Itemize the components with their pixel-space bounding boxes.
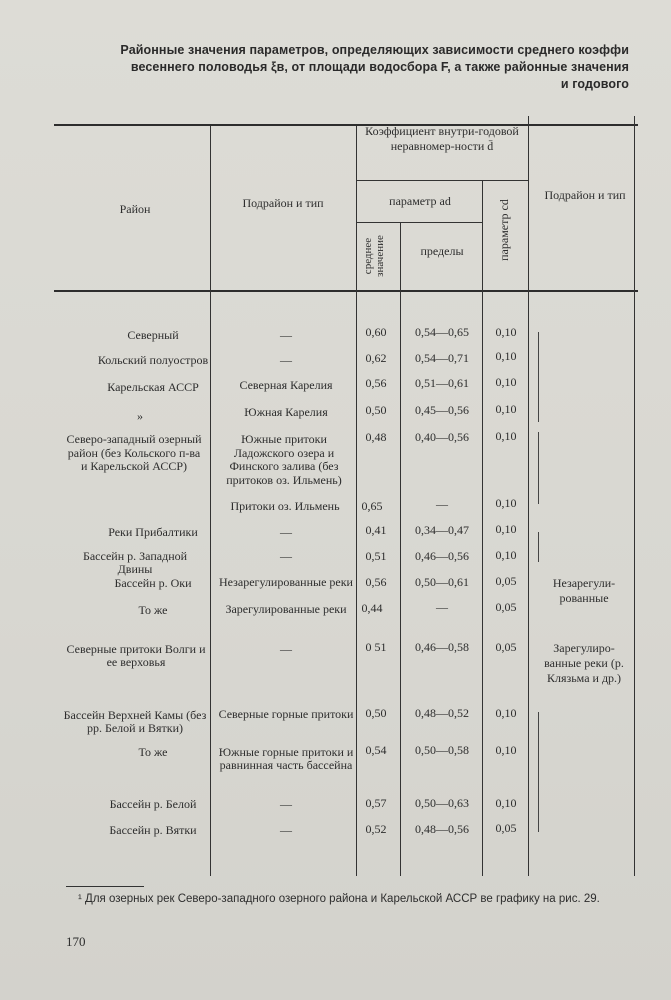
header-subrule-1 <box>356 180 528 181</box>
cell-mean-8: 0,51 <box>365 549 387 563</box>
cell-subregion-10: Зарегулированные реки <box>225 602 347 616</box>
cell-cd-13: 0,10 <box>495 743 517 757</box>
header-coefficient-group: Коэффициент внутри-годовой неравномер-ности d̄ <box>365 124 519 153</box>
cell-mean-9: 0,56 <box>365 575 387 589</box>
cell-region-10: То же <box>138 603 168 617</box>
cell-region-9: Бассейн р. Оки <box>114 576 192 590</box>
cell-mean-4: 0,50 <box>365 403 387 417</box>
footnote-rule <box>66 886 144 887</box>
cell-cd-14: 0,10 <box>495 796 517 810</box>
cell-limits-12: 0,48—0,52 <box>415 706 469 720</box>
header-param-ad: параметр ad <box>389 194 451 208</box>
header-region: Район <box>119 202 151 216</box>
header-subregion: Подрайон и тип <box>242 196 324 210</box>
cell-limits-11: 0,46—0,58 <box>415 640 469 654</box>
cell-limits-2: 0,54—0,71 <box>415 351 469 365</box>
cell-subregion-2: — <box>280 353 292 367</box>
header-right-subregion: Подрайон и тип <box>544 188 626 202</box>
cell-subregion-13: Южные горные притоки и равнинная часть бассейна <box>218 745 354 772</box>
group-brace-3 <box>538 532 543 562</box>
cell-mean-3: 0,56 <box>365 376 387 390</box>
cell-limits-3: 0,51—0,61 <box>415 376 469 390</box>
col-divider-6 <box>634 116 635 876</box>
cell-subregion-7: — <box>280 525 292 539</box>
cell-cd-4: 0,10 <box>495 402 517 416</box>
cell-region-15: Бассейн р. Вятки <box>109 823 197 837</box>
cell-subregion-15: — <box>280 823 292 837</box>
group-brace-2 <box>538 432 543 504</box>
caption-line-1: Районные значения параметров, определяющих зависимости среднего коэффи <box>120 43 629 57</box>
cell-mean-11: 0 51 <box>365 640 387 654</box>
cell-subregion-6: Притоки оз. Ильмень <box>230 499 340 513</box>
header-mean-label: среднее значение <box>362 235 386 277</box>
cell-region-3: Карельская АССР <box>107 380 199 394</box>
col-divider-4 <box>482 180 483 876</box>
cell-limits-9: 0,50—0,61 <box>415 575 469 589</box>
cell-cd-15: 0,05 <box>495 821 517 835</box>
cell-cd-5: 0,10 <box>495 429 517 443</box>
cell-limits-10: — <box>436 600 448 614</box>
table-header-bottom-rule <box>54 290 638 292</box>
cell-cd-3: 0,10 <box>495 375 517 389</box>
footnote: ¹ Для озерных рек Северо-западного озерного района и Карельской АССР ве графику на рис. 29. <box>78 893 600 905</box>
cell-region-12: Бассейн Верхней Камы (без рр. Белой и Вятки) <box>63 708 207 735</box>
cell-subregion-1: — <box>280 328 292 342</box>
cell-subregion-5: Южные притоки Ладожского озера и Финского залива (без притоков оз. Ильмень) <box>226 432 342 487</box>
cell-cd-11: 0,05 <box>495 640 517 654</box>
cell-subregion-4: Южная Карелия <box>244 405 328 419</box>
cell-mean-6: 0,65 <box>361 499 383 513</box>
page-number: 170 <box>66 934 86 949</box>
cell-region-4: » <box>137 409 143 423</box>
cell-cd-8: 0,10 <box>495 548 517 562</box>
header-mean <box>362 226 386 284</box>
cell-limits-13: 0,50—0,58 <box>415 743 469 757</box>
right-entry-2: Зарегулиро-ванные реки (р. Клязьма и др.) <box>544 641 624 685</box>
cell-region-7: Реки Прибалтики <box>108 525 198 539</box>
cell-region-1: Северный <box>127 328 179 342</box>
caption-line-2: весеннего половодья ξв, от площади водосбора F, а также районные значения <box>130 60 629 74</box>
cell-mean-10: 0,44 <box>361 601 383 615</box>
header-subrule-2 <box>356 222 482 223</box>
group-brace-4 <box>538 712 543 832</box>
caption-line-3: и годового <box>560 77 629 91</box>
cell-limits-15: 0,48—0,56 <box>415 822 469 836</box>
cell-mean-12: 0,50 <box>365 706 387 720</box>
cell-cd-10: 0,05 <box>495 600 517 614</box>
cell-subregion-11: — <box>280 642 292 656</box>
cell-region-14: Бассейн р. Белой <box>109 797 197 811</box>
cell-region-5: Северо-западный озерный район (без Кольского п-ва и Карельской АССР) <box>66 432 202 473</box>
cell-subregion-3: Северная Карелия <box>239 378 333 392</box>
header-param-cd: параметр cd <box>497 199 511 261</box>
cell-cd-9: 0,05 <box>495 574 517 588</box>
table-top-rule <box>54 124 638 126</box>
cell-region-8: Бассейн р. Западной Двины <box>82 549 188 576</box>
cell-limits-14: 0,50—0,63 <box>415 796 469 810</box>
table-caption <box>49 42 629 93</box>
cell-cd-2: 0,10 <box>495 349 517 363</box>
col-divider-1 <box>210 126 211 876</box>
cell-mean-2: 0,62 <box>365 351 387 365</box>
cell-cd-12: 0,10 <box>495 706 517 720</box>
cell-subregion-8: — <box>280 549 292 563</box>
cell-mean-15: 0,52 <box>365 822 387 836</box>
cell-limits-5: 0,40—0,56 <box>415 430 469 444</box>
cell-mean-1: 0,60 <box>365 325 387 339</box>
cell-limits-6: — <box>436 497 448 511</box>
cell-cd-1: 0,10 <box>495 325 517 339</box>
cell-mean-7: 0,41 <box>365 523 387 537</box>
group-brace-1 <box>538 332 543 422</box>
cell-subregion-14: — <box>280 797 292 811</box>
cell-subregion-12: Северные горные притоки <box>218 707 354 721</box>
cell-cd-7: 0,10 <box>495 522 517 536</box>
cell-limits-8: 0,46—0,56 <box>415 549 469 563</box>
right-entry-1: Незарегули-рованные <box>552 576 616 605</box>
cell-limits-4: 0,45—0,56 <box>415 403 469 417</box>
cell-limits-1: 0,54—0,65 <box>415 325 469 339</box>
col-divider-5 <box>528 116 529 876</box>
header-limits: пределы <box>420 244 464 258</box>
cell-region-2: Кольский полуостров <box>97 353 209 367</box>
cell-mean-14: 0,57 <box>365 796 387 810</box>
cell-region-11: Северные притоки Волги и ее верховья <box>66 642 206 669</box>
cell-mean-5: 0,48 <box>365 430 387 444</box>
cell-subregion-9: Незарегулированные реки <box>219 575 353 589</box>
cell-cd-6: 0,10 <box>495 496 517 510</box>
cell-limits-7: 0,34—0,47 <box>415 523 469 537</box>
cell-region-13: То же <box>138 745 168 759</box>
cell-mean-13: 0,54 <box>365 743 387 757</box>
col-divider-3 <box>400 222 401 876</box>
